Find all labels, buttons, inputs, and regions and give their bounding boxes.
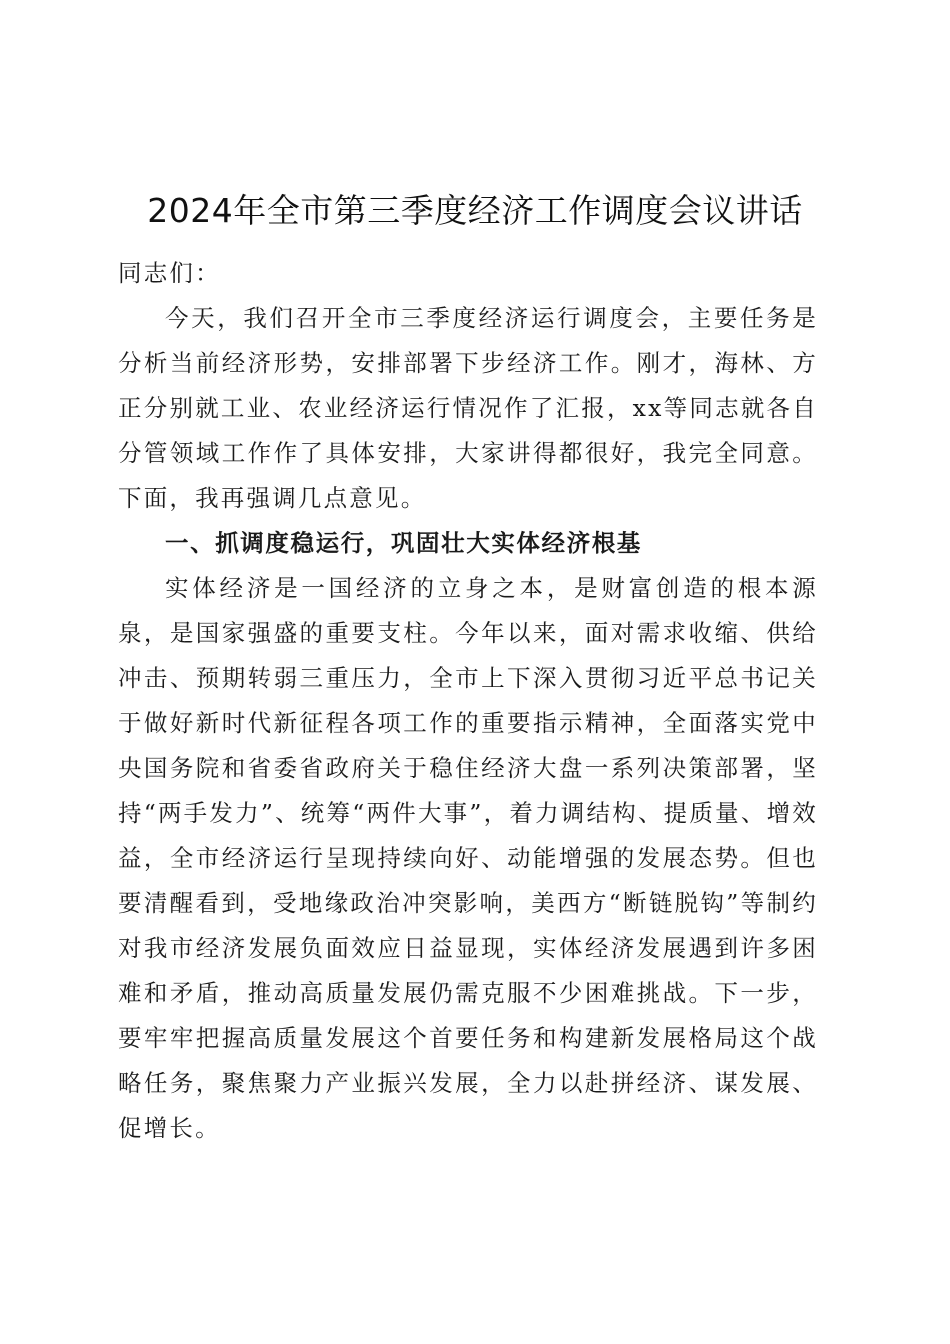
section-paragraph: 实体经济是一国经济的立身之本，是财富创造的根本源泉，是国家强盛的重要支柱。今年以来，面对需求收缩、供给冲击、预期转弱三重压力，全市上下深入贯彻习近平总书记关于做好新时代新征程各项工作的重要指示精神，全面落实党中央国务院和省委省政府关于稳住经济大盘一系列决策部署，坚持“两手发力”、统筹“两件大事”，着力调结构、提质量、增效益，全市经济运行呈现持续向好、动能增强的发展态势。但也要清醒看到，受地缘政治冲突影响，美西方“断链脱钩”等制约对我市经济发展负面效应日益显现，实体经济发展遇到许多困难和矛盾，推动高质量发展仍需克服不少困难挑战。下一步，要牢牢把握高质量发展这个首要任务和构建新发展格局这个战略任务，聚焦聚力产业振兴发展，全力以赴拼经济、谋发展、促增长。 — [118, 574, 818, 1142]
section-heading: 一、抓调度稳运行，巩固壮大实体经济根基 — [165, 529, 642, 557]
intro-paragraph: 今天，我们召开全市三季度经济运行调度会，主要任务是分析当前经济形势，安排部署下步经济工作。刚才，海林、方正分别就工业、农业经济运行情况作了汇报，xx等同志就各自分管领域工作作了具体安排，大家讲得都很好，我完全同意。下面，我再强调几点意见。 — [118, 304, 818, 512]
document-title: 2024年全市第三季度经济工作调度会议讲话 — [147, 191, 803, 230]
document-body — [118, 251, 818, 1151]
greeting: 同志们： — [118, 259, 221, 287]
